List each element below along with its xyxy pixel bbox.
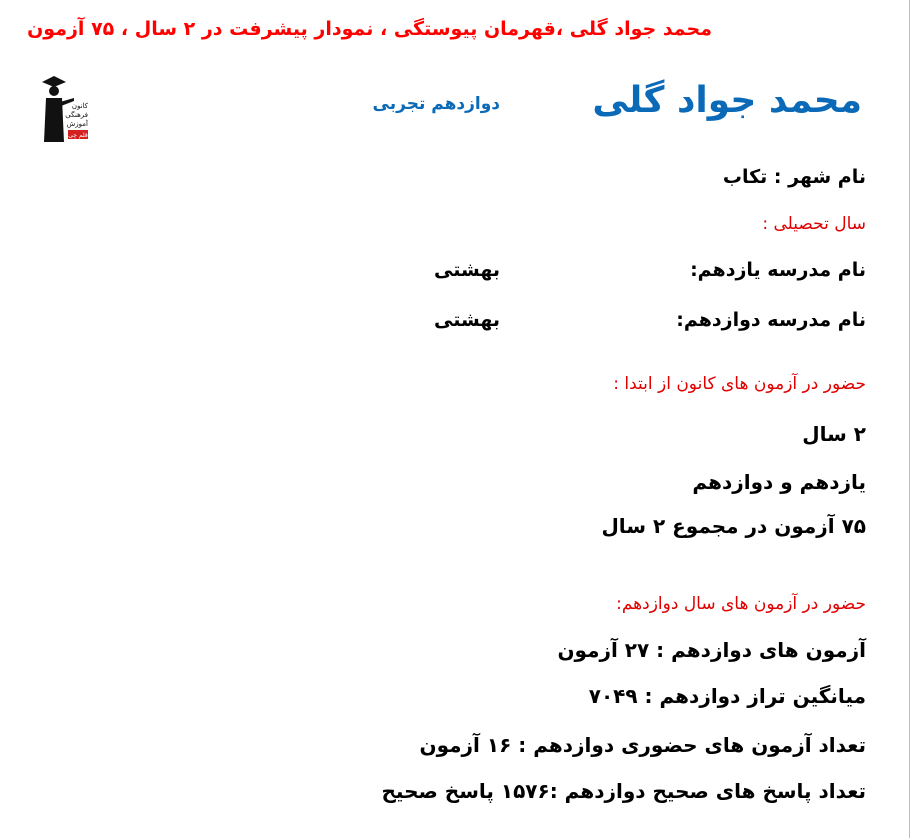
grade12-average: میانگین تراز دوازدهم : ۷۰۴۹ (588, 684, 866, 708)
grade12-exams: آزمون های دوازدهم : ۲۷ آزمون (557, 638, 866, 662)
city-line: نام شهر : تکاب (722, 166, 866, 188)
participation-years: ۲ سال (802, 422, 866, 446)
school-12-label: نام مدرسه دوازدهم: (676, 309, 866, 331)
logo-badge-text: قلم چی (68, 132, 88, 139)
school-11-value: بهشتی (434, 259, 500, 281)
academic-year-label: سال تحصیلی : (762, 214, 866, 234)
graduate-figure-icon (40, 72, 92, 144)
participation-heading: حضور در آزمون های کانون از ابتدا : (613, 374, 866, 394)
school-12-value: بهشتی (434, 309, 500, 331)
student-name: محمد جواد گلی (592, 80, 862, 121)
page-right-border (909, 0, 910, 838)
participation-total: ۷۵ آزمون در مجموع ۲ سال (601, 514, 866, 538)
grade12-inperson: تعداد آزمون های حضوری دوازدهم : ۱۶ آزمون (419, 733, 866, 757)
kanoon-logo (40, 72, 92, 144)
grade12-heading: حضور در آزمون های سال دوازدهم: (616, 594, 866, 614)
logo-text-line-3: آموزش (66, 120, 88, 128)
school-11-label: نام مدرسه یازدهم: (690, 259, 866, 281)
participation-grades: یازدهم و دوازدهم (692, 470, 866, 494)
page-header-title: محمد جواد گلی ،قهرمان پیوستگی ، نمودار پیشرفت در ۲ سال ، ۷۵ آزمون (27, 18, 712, 40)
student-grade: دوازدهم تجربی (372, 94, 500, 114)
grade12-correct: تعداد پاسخ های صحیح دوازدهم :۱۵۷۶ پاسخ صحیح (381, 779, 866, 803)
logo-text-line-2: فرهنگی (65, 111, 88, 119)
logo-text-line-1: کانون (71, 102, 88, 110)
